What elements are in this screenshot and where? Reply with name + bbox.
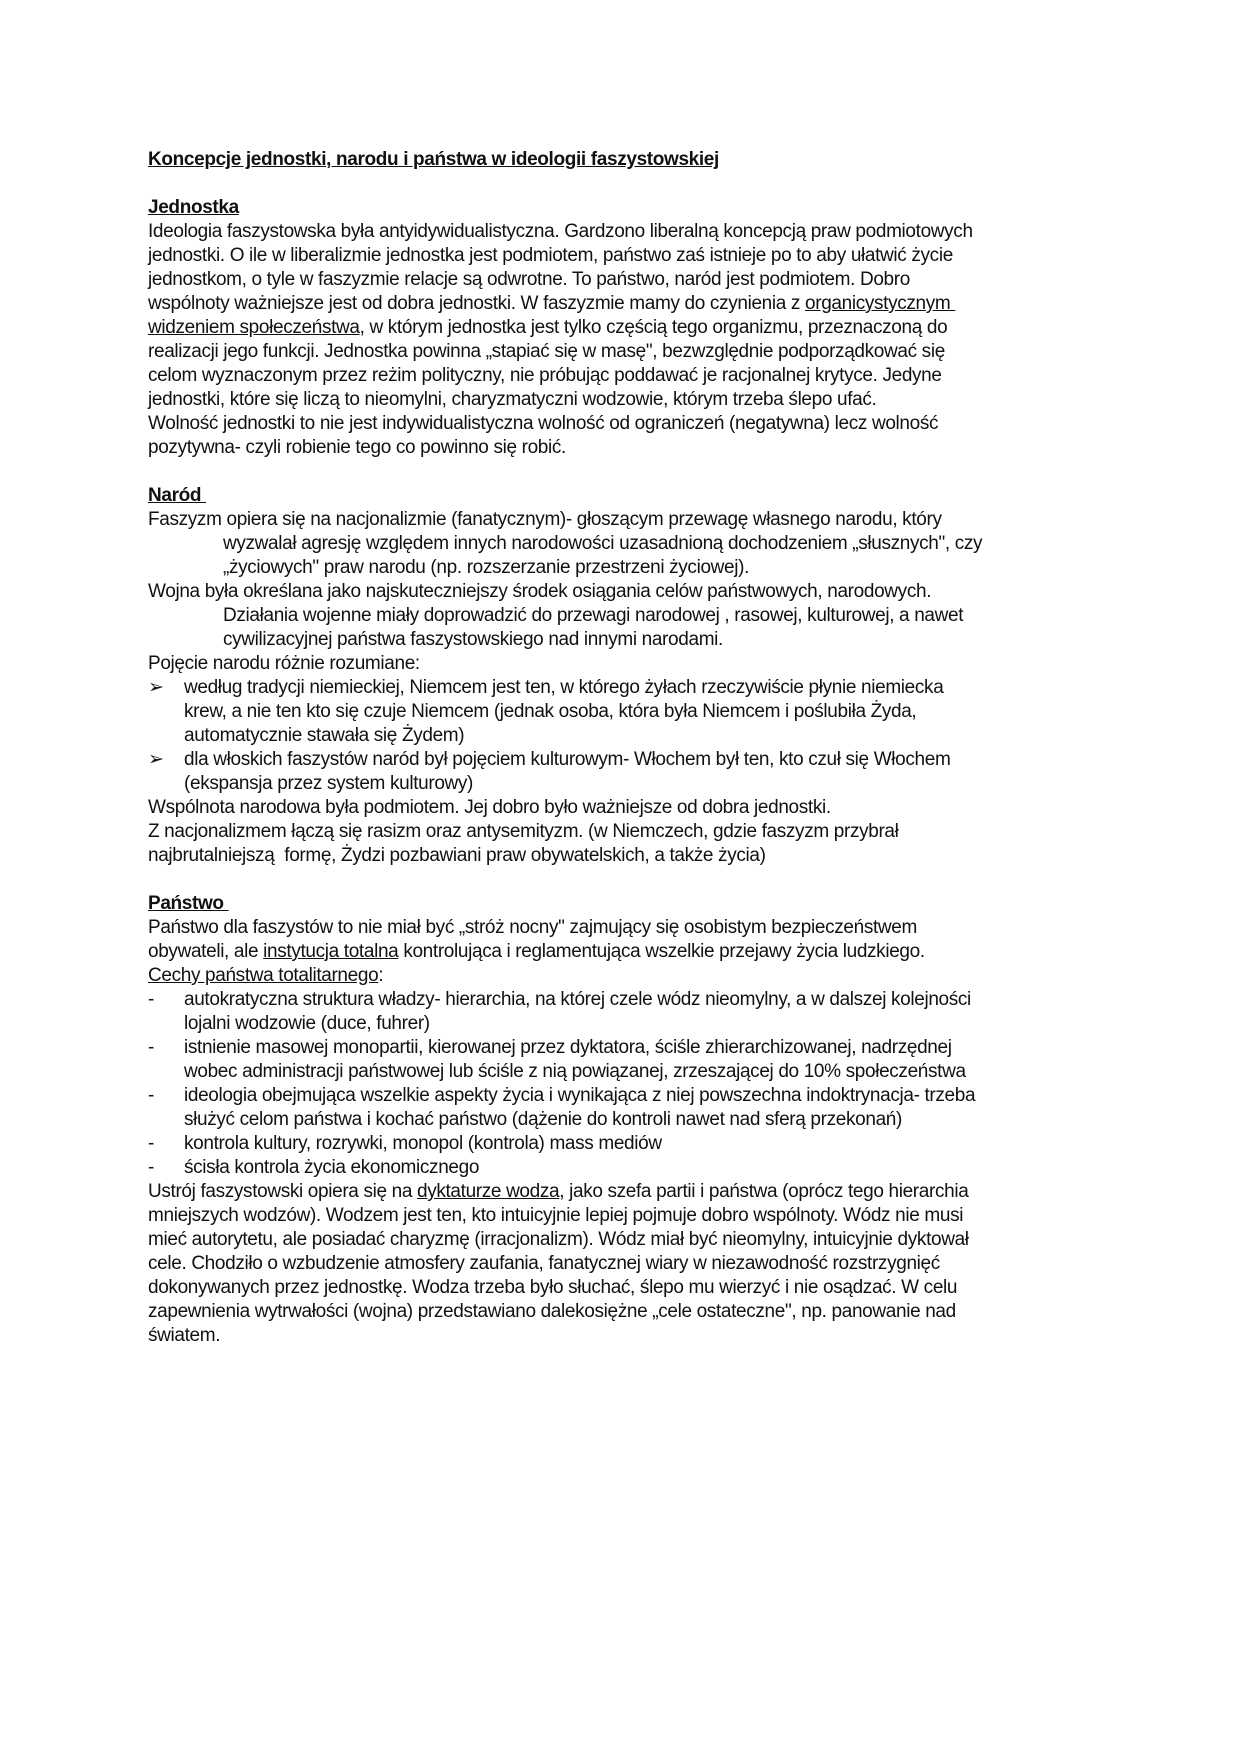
- blank-line: [148, 868, 1108, 892]
- section: [148, 196, 1108, 460]
- document-page: [148, 148, 1108, 1348]
- text-line: [148, 364, 1108, 388]
- underlined-text: dyktaturze wodza: [416, 1181, 560, 1202]
- dash-bullet-icon: -: [148, 1085, 154, 1106]
- text-segment: obywateli, ale: [148, 941, 264, 962]
- text-segment: cele. Chodziło o wzbudzenie atmosfery zaufania, fanatycznej wiary w niezawodność rozstrzygnięć: [148, 1253, 940, 1274]
- text-segment: światem.: [148, 1325, 221, 1346]
- text-segment: jednostki, które się liczą to nieomylni, charyzmatyczni wodzowie, którym trzeba ślepo ufać.: [148, 389, 877, 410]
- text-line: [148, 1252, 1108, 1276]
- text-line: [148, 1204, 1108, 1228]
- text-line: [148, 964, 1108, 988]
- text-segment: pozytywna- czyli robienie tego co powinno się robić.: [148, 437, 566, 458]
- text-segment: cywilizacyjnej państwa faszystowskiego nad innymi narodami.: [223, 629, 723, 650]
- text-line: [148, 1324, 1108, 1348]
- text-line: [148, 1276, 1108, 1300]
- bullet-line: [148, 1132, 1108, 1156]
- section: [148, 484, 1108, 868]
- text-line: [148, 1300, 1108, 1324]
- dash-bullet-icon: -: [148, 1133, 154, 1154]
- text-segment: Faszyzm opiera się na nacjonalizmie (fanatycznym)- głoszącym przewagę własnego narodu, który: [148, 509, 942, 530]
- text-segment: automatycznie stawała się Żydem): [184, 725, 465, 746]
- text-segment: ideologia obejmująca wszelkie aspekty życia i wynikająca z niej powszechna indoktrynacja- trzeba: [184, 1085, 976, 1106]
- bullet-line: [148, 1156, 1108, 1180]
- text-segment: Wspólnota narodowa była podmiotem. Jej dobro było ważniejsze od dobra jednostki.: [148, 797, 831, 818]
- section: [148, 892, 1108, 1348]
- bullet-line: [148, 676, 1108, 700]
- text-segment: według tradycji niemieckiej, Niemcem jest ten, w którego żyłach rzeczywiście płynie niemiecka: [184, 677, 944, 698]
- text-segment: kontrolująca i reglamentująca wszelkie przejawy życia ludzkiego.: [398, 941, 925, 962]
- arrow-bullet-icon: ➢: [148, 749, 164, 770]
- bullet-line: [148, 1012, 1108, 1036]
- text-segment: mniejszych wodzów). Wodzem jest ten, kto intuicyjnie lepiej pojmuje dobro wspólnoty. Wódz nie musi: [148, 1205, 964, 1226]
- bullet-line: [148, 772, 1108, 796]
- blank-line: [148, 172, 1108, 196]
- bullet-line: [148, 1060, 1108, 1084]
- document-title: Koncepcje jednostki, narodu i państwa w ideologii faszystowskiej: [148, 149, 719, 170]
- text-segment: ścisła kontrola życia ekonomicznego: [184, 1157, 480, 1178]
- text-line: [148, 508, 1108, 532]
- text-segment: jednostki. O ile w liberalizmie jednostka jest podmiotem, państwo zaś istnieje po to aby ułatwić życie: [148, 245, 953, 266]
- text-segment: Wojna była określana jako najskuteczniejszy środek osiągania celów państwowych, narodowych.: [148, 581, 932, 602]
- section-heading: Państwo: [148, 893, 229, 914]
- text-segment: najbrutalniejszą formę, Żydzi pozbawiani praw obywatelskich, a także życia): [148, 845, 766, 866]
- text-line: [148, 580, 1108, 604]
- text-line: [148, 1180, 1108, 1204]
- text-line: [148, 412, 1108, 436]
- text-segment: wobec administracji państwowej lub ściśle z nią powiązanej, zrzeszającej do 10% społeczeństwa: [184, 1061, 966, 1082]
- text-line: [148, 340, 1108, 364]
- text-segment: Ustrój faszystowski opiera się na: [148, 1181, 417, 1202]
- text-line: [148, 796, 1108, 820]
- text-segment: istnienie masowej monopartii, kierowanej przez dyktatora, ściśle zhierarchizowanej, nadrzędnej: [184, 1037, 952, 1058]
- text-line: [148, 1228, 1108, 1252]
- text-line: [148, 316, 1108, 340]
- text-line: [148, 244, 1108, 268]
- text-line: [148, 916, 1108, 940]
- text-segment: Wolność jednostki to nie jest indywidualistyczna wolność od ograniczeń (negatywna) lecz wolność: [148, 413, 939, 434]
- text-segment: celom wyznaczonym przez reżim polityczny, nie próbując poddawać je racjonalnej krytyce. Jedyne: [148, 365, 942, 386]
- text-segment: mieć autorytetu, ale posiadać charyzmę (irracjonalizm). Wódz miał być nieomylny, intuicyjnie dyktował: [148, 1229, 969, 1250]
- bullet-line: [148, 700, 1108, 724]
- text-segment: wyzwalał agresję względem innych narodowości uzasadnioną dochodzeniem „słusznych", czy: [223, 533, 983, 554]
- bullet-line: [148, 724, 1108, 748]
- text-segment: :: [378, 965, 384, 986]
- text-segment: jednostkom, o tyle w faszyzmie relacje są odwrotne. To państwo, naród jest podmiotem. Dobro: [148, 269, 910, 290]
- text-segment: autokratyczna struktura władzy- hierarchia, na której czele wódz nieomylny, a w dalszej kolejności: [184, 989, 971, 1010]
- text-segment: dla włoskich faszystów naród był pojęciem kulturowym- Włochem był ten, kto czuł się Włochem: [184, 749, 951, 770]
- dash-bullet-icon: -: [148, 1157, 154, 1178]
- text-segment: służyć celom państwa i kochać państwo (dążenie do kontroli nawet nad sferą przekonań): [184, 1109, 902, 1130]
- text-segment: dokonywanych przez jednostkę. Wodza trzeba było słuchać, ślepo mu wierzyć i nie osądzać. W celu: [148, 1277, 958, 1298]
- dash-bullet-icon: -: [148, 1037, 154, 1058]
- text-segment: Pojęcie narodu różnie rozumiane:: [148, 653, 420, 674]
- text-line: [148, 292, 1108, 316]
- text-segment: Z nacjonalizmem łączą się rasizm oraz antysemityzm. (w Niemczech, gdzie faszyzm przybrał: [148, 821, 899, 842]
- underlined-text: widzeniem społeczeństwa: [148, 317, 360, 338]
- bullet-line: [148, 748, 1108, 772]
- text-segment: Państwo dla faszystów to nie miał być „stróż nocny" zajmujący się osobistym bezpieczeństwem: [148, 917, 917, 938]
- bullet-line: [148, 1108, 1108, 1132]
- underlined-text: Cechy państwa totalitarnego: [148, 965, 379, 986]
- text-line: [148, 388, 1108, 412]
- text-segment: (ekspansja przez system kulturowy): [184, 773, 474, 794]
- text-segment: zapewnienia wytrwałości (wojna) przedstawiano dalekosiężne „cele ostateczne", np. panowanie nad: [148, 1301, 956, 1322]
- section-heading: Naród: [148, 485, 207, 506]
- text-line: [148, 532, 1108, 556]
- text-segment: „życiowych" praw narodu (np. rozszerzanie przestrzeni życiowej).: [223, 557, 750, 578]
- text-line: [148, 628, 1108, 652]
- text-segment: lojalni wodzowie (duce, fuhrer): [184, 1013, 430, 1034]
- arrow-bullet-icon: ➢: [148, 677, 164, 698]
- dash-bullet-icon: -: [148, 989, 154, 1010]
- text-segment: kontrola kultury, rozrywki, monopol (kontrola) mass mediów: [184, 1133, 662, 1154]
- underlined-text: organicystycznym: [805, 293, 956, 314]
- text-segment: , w którym jednostka jest tylko częścią tego organizmu, przeznaczoną do: [359, 317, 948, 338]
- text-segment: realizacji jego funkcji. Jednostka powinna „stapiać się w masę", bezwzględnie podporządkować się: [148, 341, 945, 362]
- bullet-line: [148, 1084, 1108, 1108]
- text-segment: Działania wojenne miały doprowadzić do przewagi narodowej , rasowej, kulturowej, a nawet: [223, 605, 964, 626]
- text-segment: krew, a nie ten kto się czuje Niemcem (jednak osoba, która była Niemcem i poślubiła Żyda,: [184, 701, 917, 722]
- document-body: [148, 172, 1108, 1348]
- blank-line: [148, 460, 1108, 484]
- text-segment: Ideologia faszystowska była antyidywidualistyczna. Gardzono liberalną koncepcją praw podmiotowych: [148, 221, 973, 242]
- text-line: [148, 268, 1108, 292]
- text-line: [148, 604, 1108, 628]
- text-line: [148, 820, 1108, 844]
- text-segment: , jako szefa partii i państwa (oprócz tego hierarchia: [559, 1181, 969, 1202]
- underlined-text: instytucja totalna: [263, 941, 399, 962]
- text-line: [148, 556, 1108, 580]
- text-line: [148, 844, 1108, 868]
- text-line: [148, 940, 1108, 964]
- text-segment: wspólnoty ważniejsze jest od dobra jednostki. W faszyzmie mamy do czynienia z: [148, 293, 805, 314]
- text-line: [148, 652, 1108, 676]
- bullet-line: [148, 1036, 1108, 1060]
- text-line: [148, 436, 1108, 460]
- text-line: [148, 220, 1108, 244]
- bullet-line: [148, 988, 1108, 1012]
- section-heading: Jednostka: [148, 197, 239, 218]
